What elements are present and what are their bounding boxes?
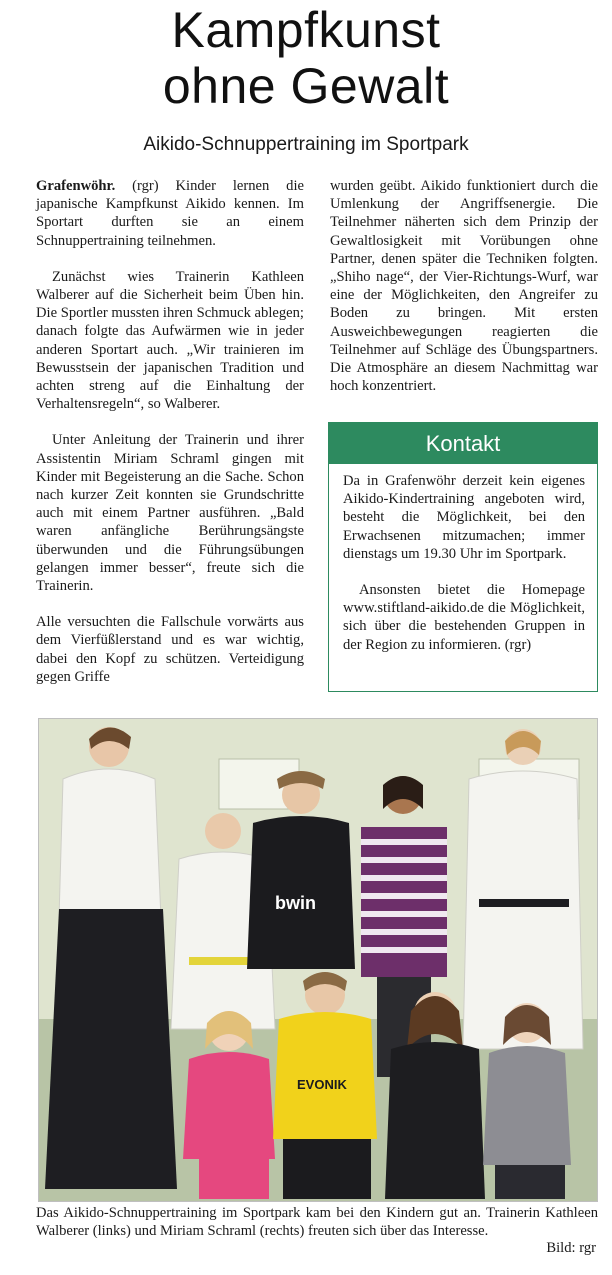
article-paragraph-1 (36, 177, 304, 250)
article-paragraph-2: Zunächst wies Trainerin Kathleen Walberer auf die Sicherheit beim Üben hin. Die Sportler mussten ihren Schmuck ablegen; danach folgte das Aufwärmen wie in jeder anderen Sportart auch. „Wir trainieren im Bewusstsein der japanischen Tradition und achten streng auf die Einhaltung der Verhaltensregeln“, so Walberer. (36, 268, 304, 413)
photo-credit: Bild: rgr (546, 1240, 596, 1256)
jersey-text-evonik: EVONIK (297, 1077, 347, 1092)
jersey-text-bwin: bwin (275, 893, 316, 913)
group-photo (38, 718, 598, 1202)
article-column-left (36, 177, 304, 704)
headline-line-1: Kampfkunst (171, 2, 441, 58)
headline-line-2: ohne Gewalt (162, 58, 450, 114)
contact-info-box (328, 422, 598, 692)
article-paragraph-4: Alle versuchten die Fallschule vorwärts aus dem Vierfüßlerstand und es war wichtig, dabei den Kopf zu schützen. Verteidigung gegen Griffe (36, 614, 304, 685)
article-column-right (330, 177, 598, 413)
headline (0, 2, 612, 114)
contact-box-title: Kontakt (329, 423, 597, 464)
contact-box-body (329, 464, 597, 654)
group-photo-illustration (39, 719, 597, 1201)
subheadline: Aikido-Schnuppertraining im Sportpark (143, 134, 469, 155)
striped-shirt (361, 827, 447, 977)
article-paragraph-1-text: (rgr) Kinder lernen die japanische Kampfkunst Aikido kennen. Im Sportart durften sie an einem Schnuppertraining teilnehmen. (36, 178, 304, 249)
dateline: Grafenwöhr. (36, 178, 116, 194)
contact-paragraph-2: Ansonsten bietet die Homepage www.stiftland-aikido.de die Möglichkeit, sich über die bestehenden Gruppen in der Region zu informieren. (rgr) (343, 582, 585, 653)
article-paragraph-3: Unter Anleitung der Trainerin und ihrer Assistentin Miriam Schraml gingen mit Kinder mit Begeisterung an die Sache. Schon nach kurzer Zeit konnten sie Grundschritte auch mit einem Partner ausführen. „Bald waren anfängliche Berührungsängste überwunden und die Führungsübungen gelangen immer besser“, freute sich die Trainerin. (36, 432, 304, 595)
photo-caption: Das Aikido-Schnuppertraining im Sportpark kam bei den Kindern gut an. Trainerin Kathleen Walberer (links) und Miriam Schraml (rechts) freuten sich über das Interesse. (36, 1205, 598, 1239)
article-paragraph-5: wurden geübt. Aikido funktioniert durch die Umlenkung der Angriffsenergie. Die Teilnehmer näherten sich dem Prinzip der Gewaltlosigkeit mit Vorübungen ohne Partner, denen später die Techniken folgten. „Shiho nage“, der Vier-Richtungs-Wurf, war eine der Möglichkeiten, den Angreifer zu Boden zu bringen. Mit ersten Ausweichbewegungen reagierten die Teilnehmer auf Schläge des Übungspartners. Die Atmosphäre an diesem Nachmittag war hoch konzentriert. (330, 178, 598, 395)
contact-paragraph-1: Da in Grafenwöhr derzeit kein eigenes Aikido-Kindertraining angeboten wird, besteht die Möglichkeit, bei den Erwachsenen mitzumachen; immer dienstags um 19.30 Uhr im Sportpark. (343, 473, 585, 562)
